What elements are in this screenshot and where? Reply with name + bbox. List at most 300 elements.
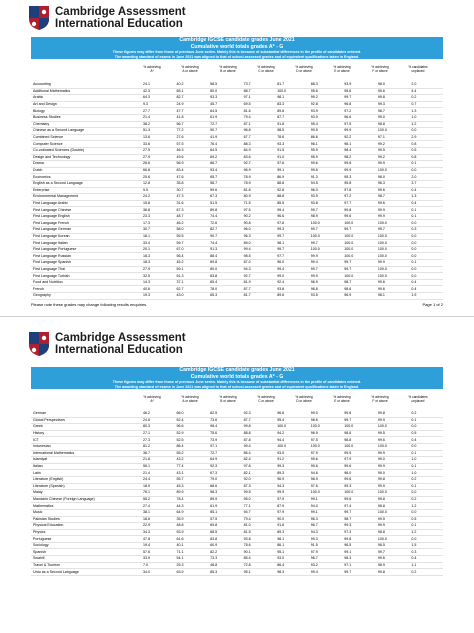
- subject-cell: History: [31, 430, 141, 437]
- table-row: [31, 536, 443, 543]
- grade-cell: 47.7: [175, 108, 209, 115]
- grade-cell: 90.2: [242, 213, 276, 220]
- grade-cell: 99.6: [342, 476, 376, 483]
- grade-cell: 85.5: [275, 200, 309, 207]
- grade-cell: 99.9: [376, 483, 410, 490]
- grade-cell: 48.8: [208, 562, 242, 569]
- grade-cell: 0.1: [409, 450, 443, 457]
- subject-cell: First Language German: [31, 227, 141, 234]
- table-row: [31, 523, 443, 530]
- table-row: [31, 430, 443, 437]
- subject-cell: Physics: [31, 529, 141, 536]
- grade-cell: 81.6: [242, 108, 276, 115]
- grade-cell: 27.9: [141, 154, 175, 161]
- column-header-line-1: % achieving: [181, 65, 199, 69]
- table-row: [31, 200, 443, 207]
- grade-cell: 92.8: [309, 101, 343, 108]
- table-row: [31, 121, 443, 128]
- column-header-line-2: C or above: [258, 399, 274, 403]
- column-header: [399, 65, 437, 73]
- grade-cell: 30.7: [141, 227, 175, 234]
- grade-cell: 94.5: [309, 180, 343, 187]
- column-header-line-2: E or above: [334, 399, 350, 403]
- grade-cell: 99.7: [342, 509, 376, 516]
- grade-cell: 98.5: [376, 542, 410, 549]
- grade-cell: 89.3: [275, 470, 309, 477]
- grade-cell: 1.2: [409, 529, 443, 536]
- grade-cell: 76.1: [141, 490, 175, 497]
- grade-cell: 95.4: [275, 417, 309, 424]
- grade-cell: 81.6: [242, 187, 276, 194]
- grade-cell: 73.6: [208, 417, 242, 424]
- grade-cell: 86.9: [275, 174, 309, 181]
- grade-cell: 76.4: [208, 141, 242, 148]
- grade-cell: 83.6: [242, 154, 276, 161]
- grade-cell: 86.4: [175, 443, 209, 450]
- grade-cell: 27.6: [175, 134, 209, 141]
- grade-cell: 98.4: [342, 147, 376, 154]
- grade-cell: 64.3: [141, 95, 175, 102]
- table-row: [31, 95, 443, 102]
- grade-cell: 100.0: [342, 253, 376, 260]
- table-row: [31, 260, 443, 267]
- grade-cell: 59.1: [175, 266, 209, 273]
- grade-cell: 46.3: [175, 147, 209, 154]
- grade-cell: 75.6: [208, 430, 242, 437]
- grade-cell: 80.3: [141, 424, 175, 431]
- grade-cell: 74.4: [208, 240, 242, 247]
- footer-note: Please note these grades may change following results enquiries.: [31, 302, 148, 307]
- grade-cell: 20.1: [141, 246, 175, 253]
- column-header-line-1: % achieving: [295, 395, 313, 399]
- grade-cell: 54.1: [175, 556, 209, 563]
- grade-cell: 33.4: [141, 240, 175, 247]
- grade-cell: 91.3: [309, 174, 343, 181]
- grade-cell: 85.4: [242, 556, 276, 563]
- grade-cell: 95.6: [342, 88, 376, 95]
- grade-cell: 99.7: [275, 233, 309, 240]
- column-header-line-1: % achieving: [371, 395, 389, 399]
- grade-cell: 88.8: [242, 430, 276, 437]
- grade-cell: 100.0: [342, 490, 376, 497]
- grade-cell: 100.0: [309, 424, 343, 431]
- grade-cell: 97.4: [342, 503, 376, 510]
- grade-cell: 100.0: [376, 128, 410, 135]
- grade-cell: 61.9: [208, 114, 242, 121]
- column-header: [323, 65, 361, 73]
- grade-cell: 97.2: [342, 194, 376, 201]
- grade-cell: 78.4: [175, 496, 209, 503]
- grade-cell: 98.8: [376, 503, 410, 510]
- grade-cell: 0.0: [409, 266, 443, 273]
- grade-cell: 0.0: [409, 443, 443, 450]
- grade-cell: 35.9: [175, 516, 209, 523]
- report-title: Cambridge IGCSE candidate grades June 2021: [179, 367, 295, 373]
- grade-cell: 99.1: [309, 509, 343, 516]
- grade-cell: 96.8: [342, 101, 376, 108]
- grade-cell: 99.6: [342, 463, 376, 470]
- grade-cell: 44.3: [175, 503, 209, 510]
- grade-cell: 99.4: [275, 266, 309, 273]
- grade-cell: 92.7: [242, 273, 276, 280]
- subject-cell: Malay: [31, 490, 141, 497]
- grade-cell: 79.4: [242, 114, 276, 121]
- grade-cell: 18.3: [141, 260, 175, 267]
- grade-cell: 99.0: [376, 470, 410, 477]
- grade-cell: 98.8: [376, 121, 410, 128]
- grade-cell: 98.3: [342, 556, 376, 563]
- table-row: [31, 549, 443, 556]
- grade-cell: 73.7: [242, 82, 276, 88]
- grade-cell: 96.3: [242, 233, 276, 240]
- table-row: [31, 496, 443, 503]
- subject-cell: Chinese as a Second Language: [31, 128, 141, 135]
- grade-cell: 93.8: [242, 536, 276, 543]
- grade-cell: 98.6: [309, 417, 343, 424]
- grade-cell: 98.1: [275, 240, 309, 247]
- grade-cell: 69.2: [208, 154, 242, 161]
- subject-cell: Drama: [31, 161, 141, 168]
- grade-cell: 64.5: [208, 108, 242, 115]
- grade-cell: 99.5: [376, 516, 410, 523]
- grade-cell: 47.6: [175, 174, 209, 181]
- subject-cell: Combined Science: [31, 134, 141, 141]
- grade-cell: 93.5: [309, 293, 343, 300]
- grade-cell: 100.0: [309, 490, 343, 497]
- grade-cell: 92.3: [242, 411, 276, 417]
- column-header-line-2: F or above: [372, 399, 388, 403]
- grade-cell: 81.7: [242, 293, 276, 300]
- subject-cell: First Language Arabic: [31, 200, 141, 207]
- table-row: [31, 443, 443, 450]
- grade-cell: 77.1: [242, 503, 276, 510]
- report-banner: [31, 367, 443, 389]
- grade-cell: 99.2: [309, 95, 343, 102]
- table-row: [31, 470, 443, 477]
- grade-cell: 82.5: [208, 411, 242, 417]
- grade-cell: 99.6: [376, 556, 410, 563]
- subject-cell: Italian: [31, 463, 141, 470]
- grade-cell: 99.3: [309, 536, 343, 543]
- grade-cell: 93.3: [208, 95, 242, 102]
- brand-line-2: International Education: [55, 18, 183, 30]
- grade-cell: 0.4: [409, 556, 443, 563]
- grade-cell: 72.6: [208, 220, 242, 227]
- grade-cell: 24.1: [141, 82, 175, 88]
- grade-cell: 88.6: [275, 180, 309, 187]
- grade-cell: 99.0: [376, 114, 410, 121]
- grade-cell: 100.0: [376, 424, 410, 431]
- grade-cell: 87.0: [242, 260, 276, 267]
- grade-cell: 88.3: [242, 141, 276, 148]
- grade-cell: 99.8: [342, 536, 376, 543]
- grade-cell: 92.2: [342, 134, 376, 141]
- subject-cell: Indonesian: [31, 443, 141, 450]
- subject-cell: Physical Education: [31, 523, 141, 530]
- grade-cell: 45.7: [208, 101, 242, 108]
- grade-cell: 49.6: [175, 154, 209, 161]
- grade-cell: 41.8: [175, 114, 209, 121]
- grade-cell: 0.1: [409, 207, 443, 214]
- subject-cell: Business Studies: [31, 114, 141, 121]
- grade-cell: 65.1: [175, 88, 209, 95]
- subject-cell: Literature (English): [31, 476, 141, 483]
- grade-cell: 99.6: [342, 496, 376, 503]
- subject-cell: Arabic: [31, 95, 141, 102]
- grade-cell: 93.9: [275, 450, 309, 457]
- grade-cell: 61.9: [208, 503, 242, 510]
- cambridge-logo: [28, 3, 186, 33]
- grade-cell: 83.3: [275, 101, 309, 108]
- grade-cell: 95.6: [309, 457, 343, 464]
- grade-cell: 100.0: [342, 443, 376, 450]
- grade-cell: 85.1: [208, 509, 242, 516]
- grade-cell: 89.9: [175, 490, 209, 497]
- subject-cell: Dutch: [31, 167, 141, 174]
- grade-cell: 99.8: [376, 569, 410, 576]
- grade-cell: 0.2: [409, 569, 443, 576]
- column-header-line-2: A*: [150, 399, 154, 403]
- grade-cell: 0.1: [409, 213, 443, 220]
- grade-cell: 100.0: [376, 443, 410, 450]
- grade-cell: 80.0: [208, 88, 242, 95]
- grade-cell: 65.3: [208, 293, 242, 300]
- grade-cell: 27.4: [141, 503, 175, 510]
- grade-cell: 0.0: [409, 536, 443, 543]
- grade-cell: 97.7: [275, 253, 309, 260]
- grade-cell: 97.1: [208, 443, 242, 450]
- subject-cell: Enterprise: [31, 187, 141, 194]
- subject-cell: Art and Design: [31, 101, 141, 108]
- table-row: [31, 128, 443, 135]
- grade-cell: 89.6: [275, 293, 309, 300]
- grade-cell: 0.1: [409, 161, 443, 168]
- table-row: [31, 154, 443, 161]
- grade-cell: 93.3: [275, 141, 309, 148]
- grade-cell: 58.7: [208, 180, 242, 187]
- grade-cell: 46.2: [141, 411, 175, 417]
- grade-cell: 72.7: [208, 121, 242, 128]
- grade-cell: 86.1: [275, 542, 309, 549]
- column-header-line-1: % achieving: [257, 395, 275, 399]
- grade-cell: 89.0: [242, 240, 276, 247]
- subject-cell: First Language Thai: [31, 266, 141, 273]
- grade-cell: 100.0: [376, 509, 410, 516]
- grade-cell: 99.8: [376, 411, 410, 417]
- grade-cell: 93.9: [309, 108, 343, 115]
- grade-cell: 96.3: [309, 516, 343, 523]
- table-row: [31, 286, 443, 293]
- table-row: [31, 180, 443, 187]
- grade-cell: 96.5: [342, 542, 376, 549]
- grade-cell: 89.8: [208, 207, 242, 214]
- grade-cell: 100.0: [309, 246, 343, 253]
- grade-cell: 52.4: [175, 417, 209, 424]
- grade-cell: 98.1: [275, 536, 309, 543]
- page-number: Page 1 of 2: [422, 302, 443, 307]
- table-row: [31, 167, 443, 174]
- grade-cell: 100.0: [376, 266, 410, 273]
- grade-cell: 25.6: [141, 174, 175, 181]
- grade-cell: 98.1: [376, 293, 410, 300]
- grade-cell: 86.7: [208, 161, 242, 168]
- grade-cell: 0.7: [409, 101, 443, 108]
- grade-cell: 40.6: [141, 286, 175, 293]
- subject-cell: Literature (Spanish): [31, 483, 141, 490]
- grade-cell: 78.9: [242, 180, 276, 187]
- grade-cell: 55.7: [175, 476, 209, 483]
- grade-cell: 0.0: [409, 233, 443, 240]
- grade-cell: 91.2: [275, 457, 309, 464]
- grade-cell: 98.2: [342, 154, 376, 161]
- grade-cell: 97.7: [342, 200, 376, 207]
- grade-cell: 88.3: [309, 82, 343, 88]
- grade-cell: 100.0: [275, 88, 309, 95]
- column-header-line-2: unplaced: [411, 69, 425, 73]
- grade-cell: 99.9: [376, 207, 410, 214]
- table-row: [31, 194, 443, 201]
- table-row: [31, 114, 443, 121]
- grade-cell: 36.7: [141, 450, 175, 457]
- grade-cell: 2.9: [409, 134, 443, 141]
- grade-cell: 9.3: [141, 101, 175, 108]
- table-row: [31, 207, 443, 214]
- column-header-line-2: D or above: [296, 399, 312, 403]
- grade-cell: 31.6: [175, 200, 209, 207]
- grade-cell: 0.0: [409, 220, 443, 227]
- table-row: [31, 88, 443, 95]
- column-header-line-2: A or above: [182, 399, 198, 403]
- grade-cell: 87.9: [275, 503, 309, 510]
- grade-cell: 97.1: [342, 562, 376, 569]
- grade-cell: 92.3: [208, 463, 242, 470]
- grade-cell: 99.7: [309, 227, 343, 234]
- grade-cell: 99.7: [342, 260, 376, 267]
- grade-cell: 100.0: [376, 273, 410, 280]
- column-header-line-2: B or above: [220, 69, 236, 73]
- column-header-line-1: % achieving: [219, 395, 237, 399]
- table-row: [31, 233, 443, 240]
- grade-cell: 67.0: [175, 246, 209, 253]
- grade-cell: 100.0: [309, 220, 343, 227]
- grade-cell: 45.3: [175, 483, 209, 490]
- grade-cell: 98.6: [342, 286, 376, 293]
- grade-cell: 52.9: [175, 430, 209, 437]
- column-header-line-2: B or above: [220, 399, 236, 403]
- grade-cell: 98.8: [376, 529, 410, 536]
- report-note-1: These figures may differ from those of previous June series. Mainly this is because of substantial differences in the profile of candidates entered.: [112, 380, 362, 384]
- grade-cell: 99.3: [275, 463, 309, 470]
- grade-cell: 1.3: [409, 108, 443, 115]
- subject-cell: Additional Mathematics: [31, 88, 141, 95]
- grade-cell: 94.3: [242, 266, 276, 273]
- subject-cell: French: [31, 286, 141, 293]
- grade-cell: 97.8: [275, 220, 309, 227]
- subject-cell: Greek: [31, 424, 141, 431]
- column-header-line-2: A or above: [182, 69, 198, 73]
- grade-cell: 99.9: [376, 463, 410, 470]
- table-row: [31, 101, 443, 108]
- grade-cell: 96.9: [275, 476, 309, 483]
- report-title: Cambridge IGCSE candidate grades June 2021: [179, 37, 295, 43]
- grade-cell: 92.7: [242, 161, 276, 168]
- table-row: [31, 483, 443, 490]
- grade-cell: 61.3: [175, 273, 209, 280]
- grade-cell: 96.9: [242, 167, 276, 174]
- grade-cell: 58.5: [208, 82, 242, 88]
- grade-cell: 98.3: [275, 569, 309, 576]
- grade-cell: 97.8: [342, 187, 376, 194]
- grade-cell: 94.6: [309, 470, 343, 477]
- grade-cell: 22.9: [141, 523, 175, 530]
- column-header: [361, 65, 399, 73]
- column-header-line-2: E or above: [334, 69, 350, 73]
- grade-cell: 97.5: [242, 207, 276, 214]
- grade-cell: 24.2: [141, 194, 175, 201]
- column-header: [247, 65, 285, 73]
- grade-cell: 97.9: [342, 457, 376, 464]
- grade-cell: 99.7: [309, 240, 343, 247]
- grade-cell: 87.7: [242, 286, 276, 293]
- column-header: [323, 395, 361, 403]
- grade-cell: 0.0: [409, 424, 443, 431]
- grade-cell: 96.0: [275, 260, 309, 267]
- grade-cell: 0.0: [409, 253, 443, 260]
- grade-cell: 87.7: [242, 417, 276, 424]
- grade-cell: 99.4: [309, 260, 343, 267]
- column-header-line-2: unplaced: [411, 399, 425, 403]
- grade-cell: 79.0: [208, 476, 242, 483]
- grade-cell: 92.0: [242, 476, 276, 483]
- grade-cell: 94.7: [242, 509, 276, 516]
- grade-cell: 96.0: [309, 187, 343, 194]
- grade-cell: 64.9: [175, 509, 209, 516]
- column-headers: [31, 395, 443, 404]
- grades-table: [31, 411, 443, 576]
- brand-line-1: Cambridge Assessment: [55, 332, 186, 344]
- grade-cell: 34.3: [141, 529, 175, 536]
- grade-cell: 98.7: [376, 194, 410, 201]
- grade-cell: 83.8: [208, 273, 242, 280]
- grade-cell: 27.3: [141, 437, 175, 444]
- grade-cell: 64.9: [208, 457, 242, 464]
- grade-cell: 95.3: [342, 174, 376, 181]
- grade-cell: 88.4: [208, 253, 242, 260]
- grade-cell: 98.0: [342, 470, 376, 477]
- subject-cell: ICT: [31, 437, 141, 444]
- table-row: [31, 424, 443, 431]
- grade-cell: 48.7: [175, 213, 209, 220]
- column-header-line-1: % achieving: [143, 65, 161, 69]
- grade-cell: 99.0: [275, 273, 309, 280]
- grade-cell: 24.6: [141, 417, 175, 424]
- subject-cell: Mathematics: [31, 503, 141, 510]
- grade-cell: 81.0: [242, 523, 276, 530]
- column-header-line-1: % candidates: [408, 65, 428, 69]
- column-header-line-1: % achieving: [333, 65, 351, 69]
- grade-cell: 30.7: [175, 187, 209, 194]
- grade-cell: 55.2: [175, 450, 209, 457]
- subject-cell: Design and Technology: [31, 154, 141, 161]
- subject-cell: Co-ordinated Sciences (Double): [31, 147, 141, 154]
- grade-cell: 95.9: [309, 147, 343, 154]
- table-row: [31, 529, 443, 536]
- grade-cell: 99.9: [376, 260, 410, 267]
- grade-cell: 82.4: [242, 457, 276, 464]
- grade-cell: 18.1: [141, 233, 175, 240]
- grade-cell: 80.0: [208, 266, 242, 273]
- subject-cell: Biology: [31, 108, 141, 115]
